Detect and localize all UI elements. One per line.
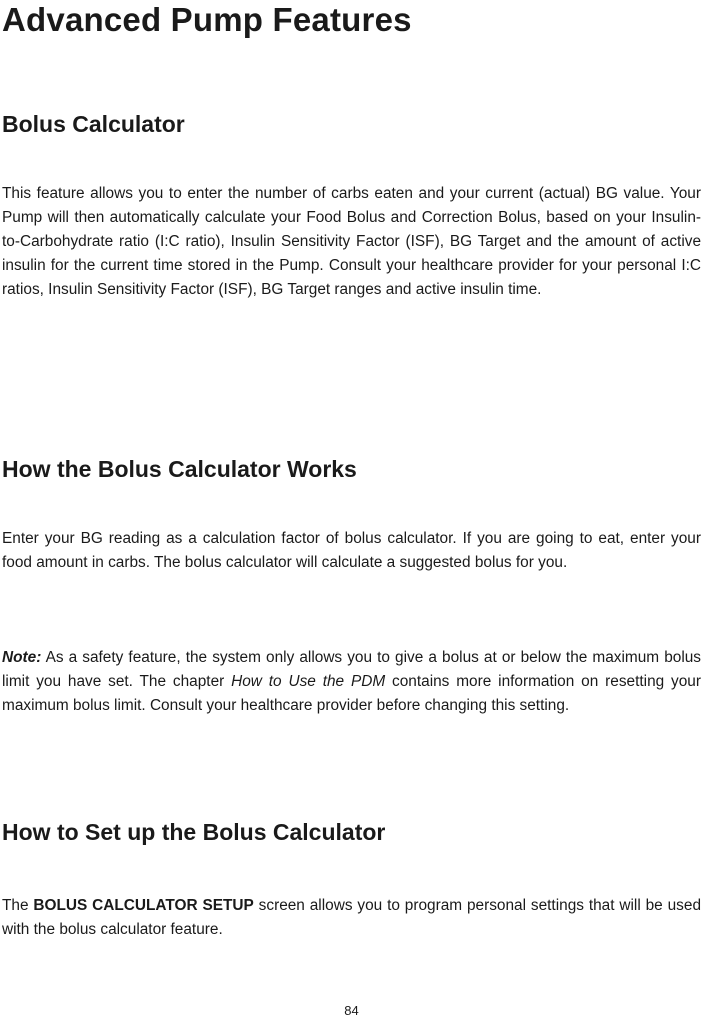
note-text-end: contains more information on resetting your maximum bolus limit. Consult your healthcare provider before changing this setting. [2, 673, 701, 714]
how-it-works-paragraph: Enter your BG reading as a calculation factor of bolus calculator. If you are going to eat, enter your food amount in carbs. The bolus calculator will calculate a suggested bolus for you. [2, 530, 701, 571]
section-heading-setup: How to Set up the Bolus Calculator [2, 819, 386, 845]
note-label: Note: [2, 649, 42, 666]
page-title: Advanced Pump Features [2, 1, 412, 38]
bolus-calculator-paragraph: This feature allows you to enter the number of carbs eaten and your current (actual) BG value. Your Pump will then automatically calculate your Food Bolus and Correction Bolus, based on your Insulin-to-Carbohydrate ratio (I:C ratio), Insulin Sensitivity Factor (ISF), BG Target and the amount of active insulin for the current time stored in the Pump. Consult your healthcare provider for your personal I:C ratios, Insulin Sensitivity Factor (ISF), BG Target ranges and active insulin time. [2, 185, 701, 298]
setup-screen-name: BOLUS CALCULATOR SETUP [33, 897, 254, 914]
safety-note-paragraph [2, 646, 701, 718]
page-number: 84 [344, 1003, 359, 1018]
section-heading-bolus-calculator: Bolus Calculator [2, 111, 185, 137]
note-chapter-reference: How to Use the PDM [231, 673, 386, 690]
setup-text-start: The [2, 897, 34, 914]
section-heading-how-it-works: How the Bolus Calculator Works [2, 456, 357, 482]
setup-paragraph [2, 894, 701, 942]
note-text-start: As a safety feature, the system only allows you to give a bolus at or below the maximum bolus limit you have set. The chapter [2, 649, 701, 690]
setup-text-end: screen allows you to program personal settings that will be used with the bolus calculator feature. [2, 897, 701, 938]
